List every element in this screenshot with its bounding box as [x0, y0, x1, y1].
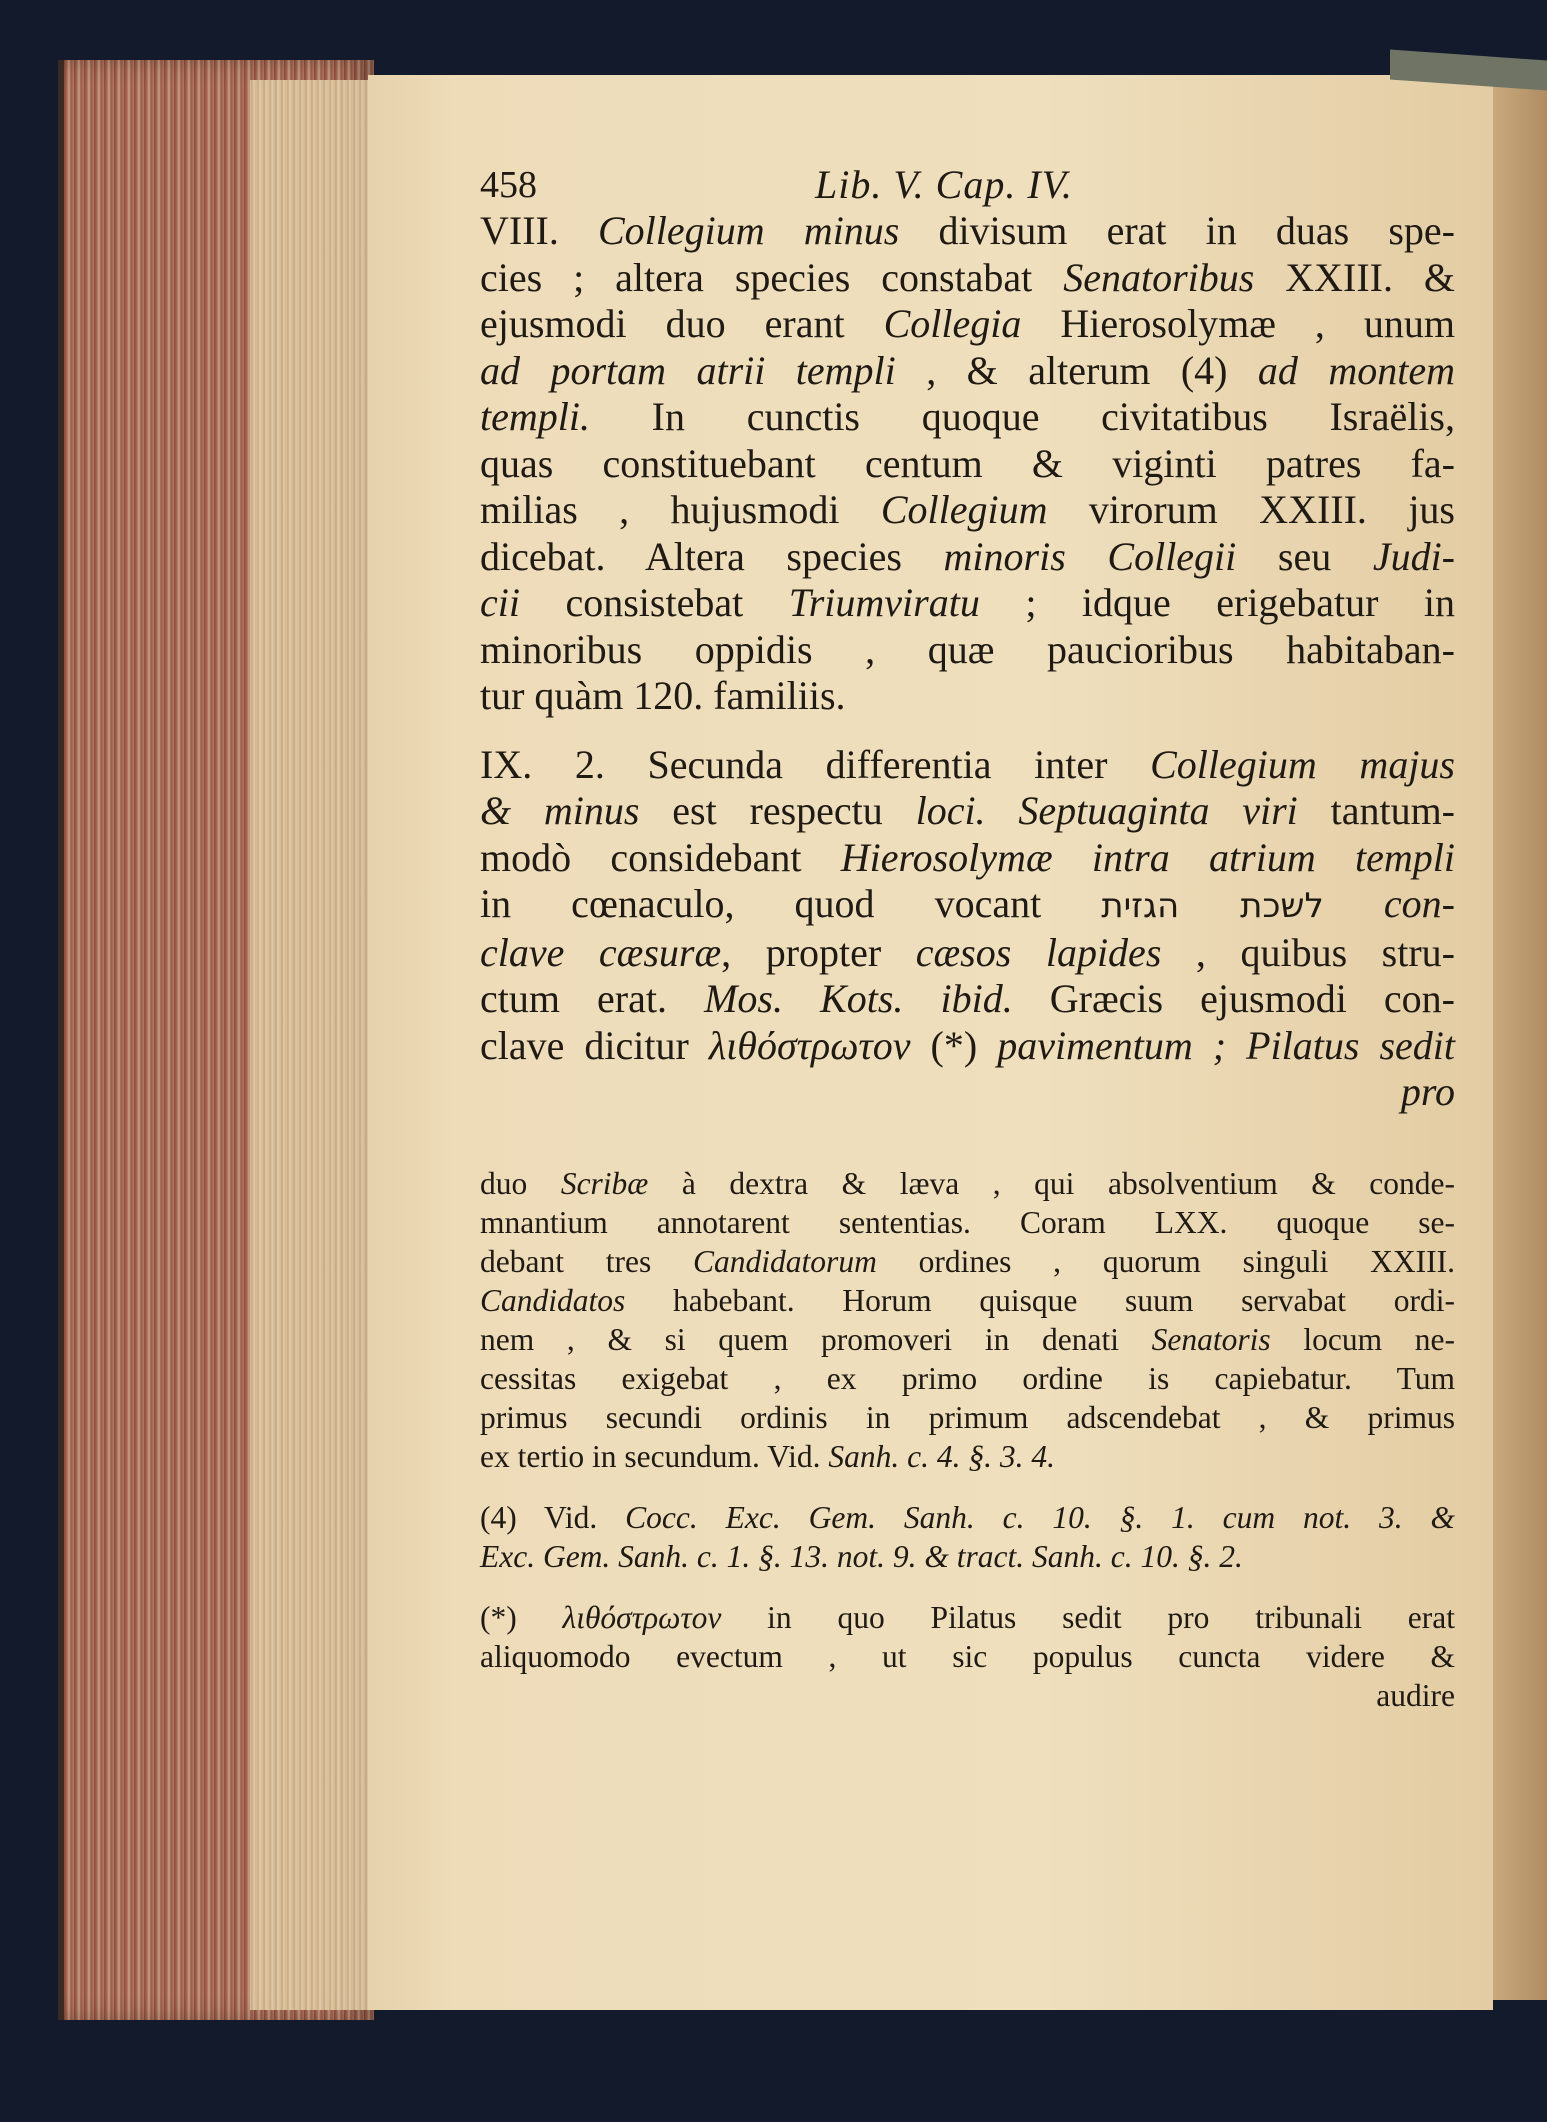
page-text: [480, 160, 1455, 1715]
text-line: [480, 673, 1455, 720]
italic-run: Collegium: [880, 487, 1048, 532]
page-number: 458: [480, 164, 537, 206]
text-run: , quibus stru-: [1161, 929, 1455, 975]
text-run: modò considebant: [480, 834, 841, 880]
text-line: [480, 301, 1455, 348]
footnote-line: [480, 1281, 1455, 1320]
text-run: Hierosolymæ , unum: [1021, 301, 1455, 346]
italic-run: Candidatos: [480, 1282, 626, 1318]
text-line: [480, 742, 1455, 789]
italic-run: Septuaginta viri: [1018, 788, 1298, 833]
text-run: (*): [910, 1022, 998, 1068]
text-run: [986, 788, 1019, 833]
text-line: [480, 394, 1455, 441]
italic-run: λιθόστρωτον: [562, 1599, 722, 1635]
main-text: [480, 208, 1455, 1116]
footnote-line: [480, 1637, 1455, 1676]
text-run: VIII.: [480, 208, 598, 253]
text-run: (*): [480, 1599, 563, 1635]
text-line: [480, 487, 1455, 534]
footnote-line: [480, 1437, 1455, 1476]
text-line: [480, 255, 1455, 302]
text-line: [480, 208, 1455, 255]
text-run: cessitas exigebat , ex primo ordine is capiebatur. Tum: [480, 1360, 1455, 1396]
text-line: [480, 580, 1455, 627]
footnote-line: [480, 1498, 1455, 1537]
text-line: [480, 348, 1455, 395]
text-run: consistebat: [519, 580, 789, 625]
footnote-line: [480, 1398, 1455, 1437]
text-line: [480, 1023, 1455, 1070]
text-run: in cœnaculo, quod vocant: [480, 881, 1102, 926]
text-run: debant tres: [480, 1243, 694, 1279]
page-block-edge-light: [250, 80, 368, 2010]
text-run: virorum XXIII. jus: [1047, 487, 1455, 532]
italic-run: Collegium majus: [1150, 741, 1456, 787]
text-run: IX. 2. Secunda differentia inter: [480, 741, 1151, 787]
italic-run: minoris Collegii: [943, 533, 1237, 579]
text-run: audire: [1376, 1677, 1455, 1713]
text-run: ordines , quorum singuli XXIII.: [876, 1243, 1456, 1279]
italic-run: Senatoribus: [1063, 254, 1255, 300]
text-line: [480, 976, 1455, 1023]
text-run: ; idque erigebatur in: [979, 580, 1455, 625]
footnote-line: [480, 1203, 1455, 1242]
text-run: seu: [1236, 533, 1373, 579]
italic-run: cii: [480, 580, 520, 625]
page-header: [480, 160, 1455, 208]
text-line: [480, 788, 1455, 835]
text-run: tantum-: [1297, 788, 1456, 833]
text-run: ctum erat.: [480, 976, 705, 1021]
text-run: minoribus oppidis , quæ paucioribus habitaban-: [480, 626, 1455, 672]
text-run: In cunctis quoque civitatibus Israëlis,: [589, 394, 1455, 439]
italic-run: & minus: [480, 788, 640, 833]
italic-run: Exc. Gem. Sanh. c. 1. §. 13. not. 9. & tract. Sanh. c. 10. §. 2.: [480, 1538, 1243, 1574]
italic-run: pavimentum ; Pilatus sedit: [997, 1022, 1456, 1068]
text-run: in quo Pilatus sedit pro tribunali erat: [721, 1599, 1455, 1635]
italic-run: Hierosolymæ intra atrium templi: [840, 834, 1455, 880]
text-run: divisum erat in duas spe-: [899, 208, 1455, 253]
italic-run: Candidatorum: [693, 1243, 877, 1279]
text-line: [480, 534, 1455, 581]
italic-run: templi.: [480, 394, 590, 439]
text-run: Græcis ejusmodi con-: [1012, 976, 1455, 1021]
italic-run: Scribæ: [560, 1165, 649, 1201]
footnote-line: [480, 1164, 1455, 1203]
text-run: , & alterum (4): [895, 347, 1258, 393]
text-line: [480, 930, 1455, 977]
text-run: dicebat. Altera species: [480, 533, 944, 579]
italic-run: loci.: [915, 788, 986, 833]
paragraph-gap: [480, 1476, 1455, 1498]
text-line: [480, 627, 1455, 674]
italic-run: cæsos lapides: [915, 929, 1162, 975]
text-run: clave dicitur: [480, 1022, 709, 1068]
text-run: , propter: [721, 929, 916, 975]
italic-run: Mos. Kots. ibid.: [704, 976, 1013, 1021]
text-line: [480, 1069, 1455, 1116]
italic-run: Cocc. Exc. Gem. Sanh. c. 10. §. 1. cum not. 3. &: [625, 1499, 1455, 1535]
text-line: [480, 881, 1455, 930]
running-head: Lib. V. Cap. IV.: [815, 162, 1073, 207]
hebrew-phrase: לשכת הגזית: [1101, 886, 1324, 926]
italic-run: Judi-: [1372, 533, 1455, 579]
italic-run: λιθόστρωτον: [708, 1022, 911, 1068]
italic-run: con-: [1383, 881, 1455, 926]
text-run: XXIII. &: [1254, 254, 1455, 300]
text-run: duo: [480, 1165, 561, 1201]
italic-run: Collegium minus: [598, 208, 900, 253]
footnote-line: [480, 1359, 1455, 1398]
footnote-line: [480, 1537, 1455, 1576]
text-run: primus secundi ordinis in primum adscendebat , & primus: [480, 1399, 1455, 1435]
italic-run: pro: [1400, 1069, 1455, 1114]
footnote-line: [480, 1320, 1455, 1359]
text-run: cies ; altera species constabat: [480, 254, 1064, 300]
text-run: habebant. Horum quisque suum servabat ordi-: [625, 1282, 1455, 1318]
italic-run: Senatoris: [1151, 1321, 1271, 1357]
facing-page-edge: [1493, 80, 1547, 2000]
text-run: aliquomodo evectum , ut sic populus cuncta videre &: [480, 1638, 1455, 1674]
text-run: nem , & si quem promoveri in denati: [480, 1321, 1152, 1357]
text-line: [480, 835, 1455, 882]
text-run: mnantium annotarent sententias. Coram LXX. quoque se-: [480, 1204, 1455, 1240]
footnote-line: [480, 1242, 1455, 1281]
text-run: ex tertio in secundum. Vid.: [480, 1438, 829, 1474]
text-run: est respectu: [639, 788, 916, 833]
italic-run: Collegia: [883, 301, 1022, 346]
paragraph-gap: [480, 720, 1455, 742]
text-run: locum ne-: [1270, 1321, 1455, 1357]
footnote-line: [480, 1598, 1455, 1637]
italic-run: clave cæsuræ: [480, 929, 722, 975]
text-run: milias , hujusmodi: [480, 487, 881, 532]
footnotes: [480, 1164, 1455, 1715]
italic-run: Sanh. c. 4. §. 3. 4.: [828, 1438, 1055, 1474]
text-run: ejusmodi duo erant: [480, 301, 884, 346]
text-run: tur quàm 120. familiis.: [480, 673, 846, 718]
text-run: quas constituebant centum & viginti patres fa-: [480, 440, 1455, 486]
text-run: à dextra & læva , qui absolventium & conde-: [648, 1165, 1456, 1201]
italic-run: ad montem: [1257, 347, 1456, 393]
text-line: [480, 441, 1455, 488]
text-run: (4) Vid.: [480, 1499, 626, 1535]
paragraph-gap: [480, 1576, 1455, 1598]
italic-run: Triumviratu: [788, 580, 980, 625]
footnote-line: [480, 1676, 1455, 1715]
italic-run: ad portam atrii templi: [480, 347, 896, 393]
text-run: [1324, 881, 1384, 926]
